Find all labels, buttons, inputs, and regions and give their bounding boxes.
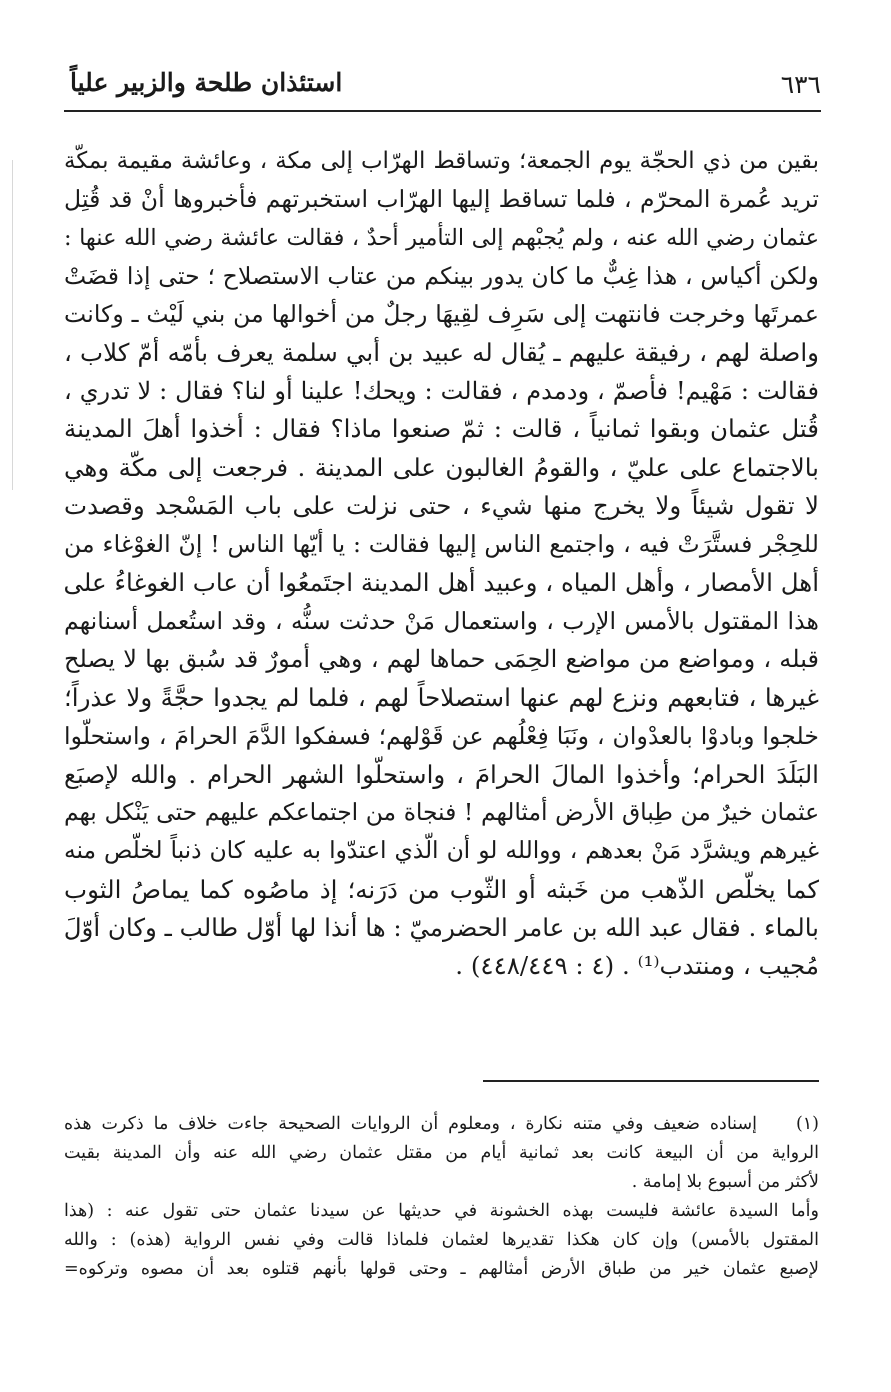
body-line: بالماء . فقال عبد الله بن عامر الحضرميّ : ها أنذا لها أوّل طالب ـ وكان أوّلَ	[64, 912, 819, 942]
body-line: كما يخلّص الذّهب من خَبثه أو الثّوب من دَرَنه؛ إذ ماصُوه كما يماصُ الثوب	[64, 874, 819, 904]
body-line: البَلَدَ الحرام؛ وأخذوا المالَ الحرامَ ، واستحلّوا الشهر الحرام . والله لإصبَع	[64, 759, 819, 789]
body-line: خلجوا وبادوْا بالعدْوان ، ونَبَا فِعْلُهم عن قَوْلهم؛ فسفكوا الدَّمَ الحرامَ ، واستحلّوا	[64, 722, 819, 751]
footnote-line: الرواية من أن البيعة كانت بعد ثمانية أيام من مقتل عثمان رضي الله عنه وأن المدينة بقيت	[64, 1143, 819, 1163]
header-rule	[64, 110, 821, 112]
body-line: عثمان رضي الله عنه ، ولم يُجبْهم إلى التأمير أحدٌ ، فقالت عائشة رضي الله عنها :	[64, 224, 819, 251]
main-text	[64, 142, 819, 986]
body-line: عمرتَها وخرجت فانتهت إلى سَرِف لقِيهَا رجلٌ من أخوالها من بني لَيْث ـ وكانت	[64, 300, 819, 329]
body-line: قبله ، ومواضع من مواضع الحِمَى حماها لهم ، وهي أمورٌ قد سُبق بها لا يصلح	[64, 645, 819, 674]
scan-margin-line	[12, 160, 13, 490]
page-number: ٦٣٦	[780, 70, 821, 99]
body-line: ولكن أكياس ، هذا غِبٌّ ما كان يدور بينكم من عتاب الاستصلاح ؛ حتى إذا قضَتْ	[64, 262, 819, 291]
body-line: قُتل عثمان وبقوا ثمانياً ، قالت : ثمّ صنعوا ماذا؟ فقال : أخذوا أهلَ المدينة	[64, 414, 819, 444]
footnote-block	[64, 1110, 819, 1284]
body-line: غيرهم ويشرَّد مَنْ بعدهم ، ووالله لو أن الّذي اعتدّوا به عليه كان ذنباً لخلّص منه	[64, 837, 819, 865]
footnote-line: لأكثر من أسبوع بلا إمامة .	[631, 1172, 819, 1192]
running-title: استئذان طلحة والزبير علياً	[70, 68, 343, 97]
body-line: للحِجْر فستَّرَتْ فيه ، واجتمع الناس إليها فقالت : يا أيّها الناس ! إنّ الغوْغاء من	[64, 530, 819, 559]
page-header	[64, 64, 821, 112]
footnote-line: المقتول بالأمس) وإن كان هكذا تقديرها لعثمان فلماذا قالت وفي نفس الرواية (هذه) : والله	[64, 1230, 819, 1250]
footnote-marker: (١)	[795, 1114, 819, 1134]
body-line: بقين من ذي الحجّة يوم الجمعة؛ وتساقط الهرّاب إلى مكة ، وعائشة مقيمة بمكّة	[64, 148, 819, 174]
body-line: غيرها ، فتابعهم ونزع لهم عنها استصلاحاً لهم ، فلما لم يجدوا حجَّةً ولا عذراً؛	[64, 682, 819, 712]
body-line: فقالت : مَهْيم! فأصمّ ، ودمدم ، فقالت : ويحك! علينا أو لنا؟ فقال : لا تدري ،	[64, 377, 819, 406]
footnote-line: إسناده ضعيف وفي متنه نكارة ، ومعلوم أن الروايات الصحيحة جاءت خلاف ما ذكرت هذه	[64, 1114, 757, 1134]
body-line: واصلة لهم ، رفيقة عليهم ـ يُقال له عبيد بن أبي سلمة يعرف بأمّه أمّ كلاب ،	[64, 337, 819, 367]
body-line: بالاجتماع على عليّ ، والقومُ الغالبون على المدينة . فرجعت إلى مكّة وهي	[64, 452, 819, 482]
footnote-line: وأما السيدة عائشة فليست بهذه الخشونة في حديثها عن سيدنا عثمان حتى تقول عنه : (هذا	[64, 1201, 819, 1221]
footnote-separator	[483, 1080, 819, 1082]
body-line: تريد عُمرة المحرّم ، فلما تساقط إليها الهرّاب استخبرتهم فأخبروها أنْ قد قُتِل	[64, 185, 819, 214]
body-line: عثمان خيرٌ من طِباق الأرض أمثالهم ! فنجاة من اجتماعكم عليهم حتى يَنْكل بهم	[64, 798, 819, 826]
body-line: أهل الأمصار ، وأهل المياه ، وعبيد أهل المدينة اجتَمعُوا أن عاب الغوغاءُ على	[64, 567, 819, 597]
body-line: لا تقول شيئاً ولا يخرج منها شيء ، حتى نزلت على باب المَسْجد وقصدت	[64, 491, 819, 521]
body-line: هذا المقتول بالأمس الإرب ، واستعمال مَنْ حدثت سنُّه ، وقد استُعمل أسنانهم	[64, 607, 819, 636]
footnote-line: لإصبع عثمان خير من طباق الأرض أمثالهم ـ وحتى قولها بأنهم قتلوه بعد أن مصوه وتركوه=	[64, 1259, 819, 1279]
body-line-last: مُجيب ، ومنتدب⁽¹⁾ . (٤ : ٤٤٨/٤٤٩) .	[455, 951, 819, 981]
